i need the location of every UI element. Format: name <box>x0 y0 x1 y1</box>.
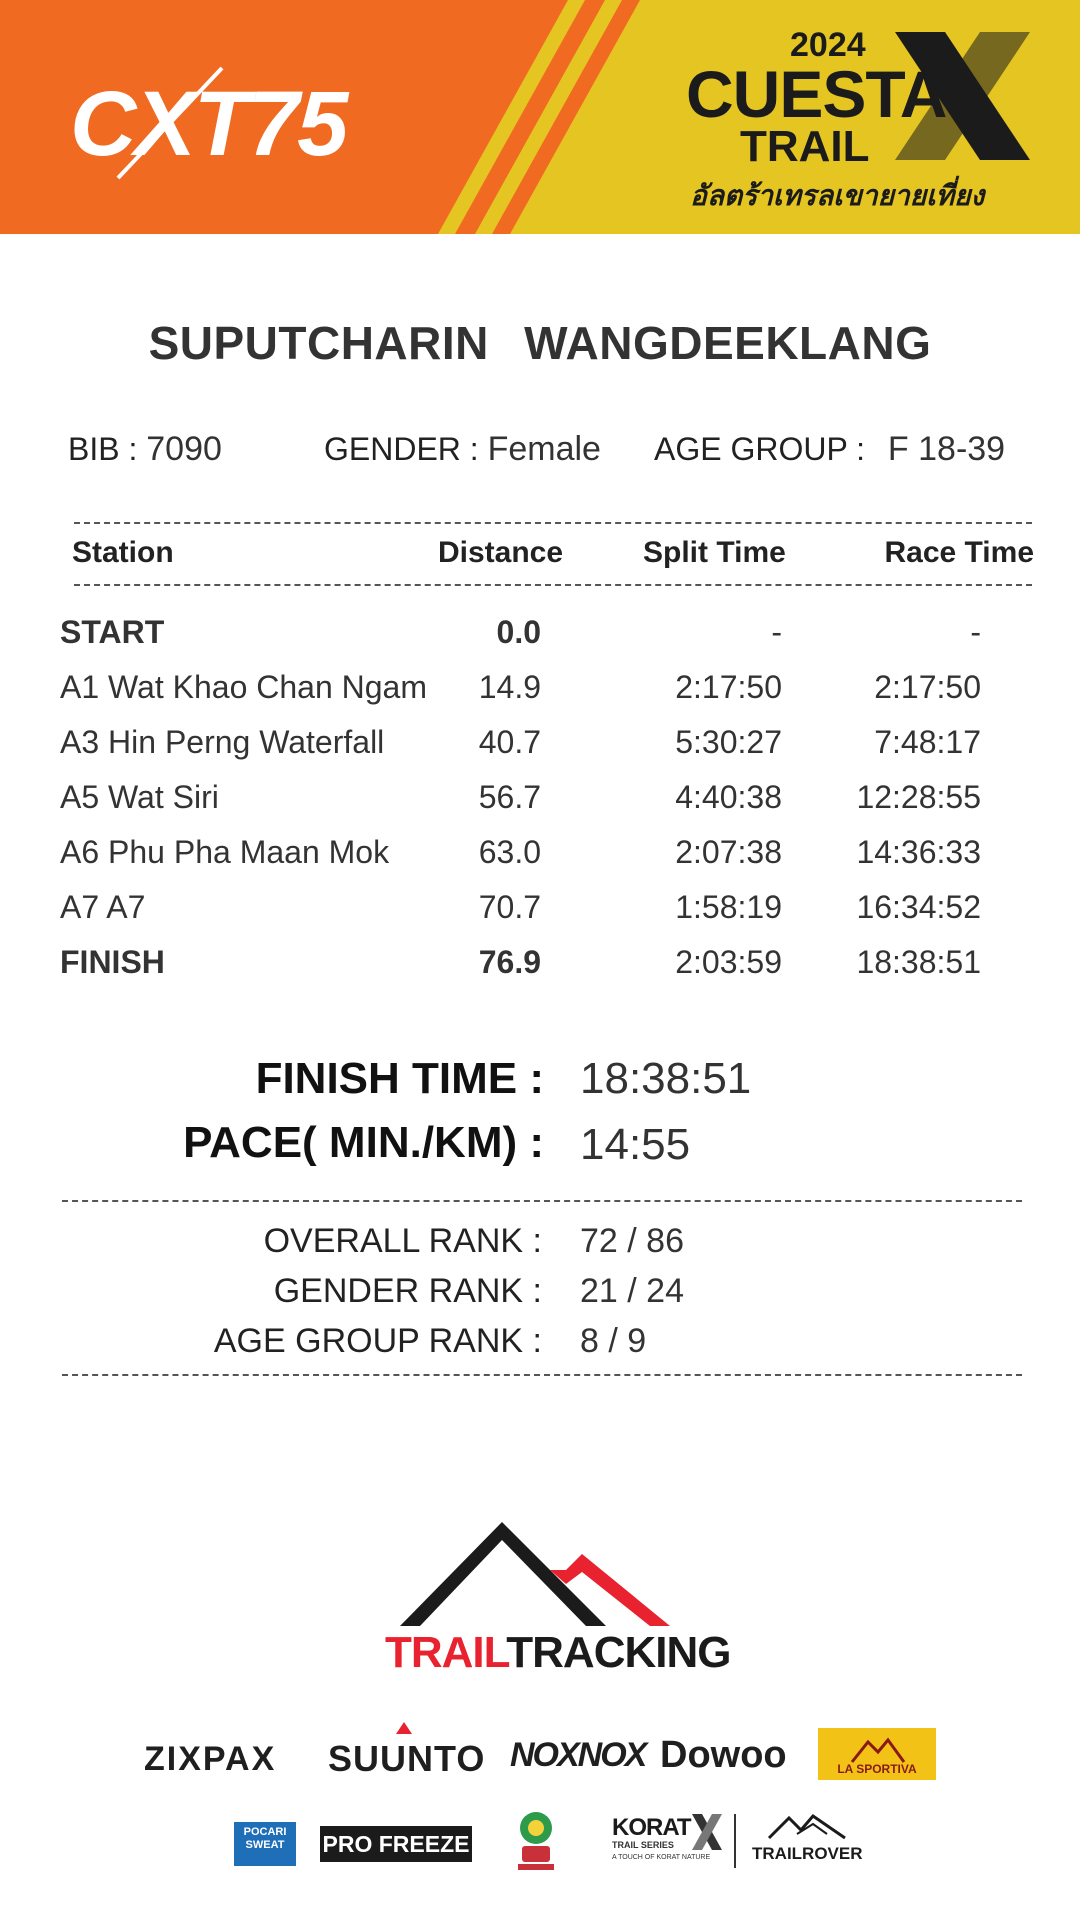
trailrover-mountain-icon <box>767 1812 847 1840</box>
age-group-value: F 18-39 <box>887 430 1006 468</box>
race-time: 18:38:51 <box>856 944 981 980</box>
gender-label: GENDER : <box>324 431 479 467</box>
table-row <box>0 944 1080 992</box>
suunto-triangle-icon <box>396 1722 412 1734</box>
split-time: 2:07:38 <box>675 834 782 870</box>
sponsor-trailrover-logo <box>752 1812 862 1870</box>
event-name-line2: TRAIL <box>740 122 870 171</box>
race-time: - <box>970 614 981 650</box>
table-row <box>0 669 1080 717</box>
col-header-race: Race Time <box>884 536 1034 569</box>
finish-time-value: 18:38:51 <box>580 1054 752 1103</box>
age-group-rank-label: AGE GROUP RANK : <box>213 1322 542 1360</box>
header-banner <box>0 0 1080 234</box>
brand-part-tracking: TRACKING <box>506 1628 731 1677</box>
pace-label: PACE( MIN./KM) : <box>183 1118 544 1167</box>
station-name: START <box>60 614 165 650</box>
age-group-rank-value: 8 / 9 <box>580 1322 647 1360</box>
split-time: - <box>771 614 782 650</box>
race-time: 7:48:17 <box>874 724 981 760</box>
station-distance: 70.7 <box>478 889 541 925</box>
event-year: 2024 <box>790 26 866 64</box>
race-time: 12:28:55 <box>856 779 981 815</box>
sponsor-divider <box>734 1814 736 1868</box>
station-distance: 14.9 <box>478 669 541 705</box>
rank-top-divider <box>62 1200 1022 1202</box>
sponsor-zixpax-logo: ZIXPAX <box>144 1740 277 1778</box>
race-time: 14:36:33 <box>856 834 981 870</box>
station-distance: 40.7 <box>478 724 541 760</box>
table-row <box>0 779 1080 827</box>
trailrover-text: TRAILROVER <box>752 1844 863 1863</box>
korat-text: KORAT <box>612 1814 691 1841</box>
gender-rank-label: GENDER RANK : <box>273 1272 542 1310</box>
table-row <box>0 614 1080 662</box>
station-name: A5 Wat Siri <box>60 779 219 815</box>
table-header-divider <box>74 584 1032 586</box>
bib-label: BIB : <box>68 431 138 467</box>
station-name: A7 A7 <box>60 889 146 925</box>
trailtracking-mountain-icon <box>400 1520 690 1630</box>
sponsor-korat-logo <box>612 1814 722 1870</box>
runner-last-name: WANGDEEKLANG <box>524 317 932 369</box>
split-time: 2:03:59 <box>675 944 782 980</box>
finish-time-label: FINISH TIME : <box>255 1054 544 1103</box>
gender-rank-value: 21 / 24 <box>580 1272 684 1310</box>
station-name: FINISH <box>60 944 165 980</box>
korat-series-text: TRAIL SERIES <box>612 1840 674 1850</box>
sponsor-suunto-logo <box>328 1738 485 1780</box>
overall-rank-label: OVERALL RANK : <box>263 1222 542 1260</box>
bib-number: 7090 <box>146 430 222 468</box>
station-distance: 0.0 <box>496 614 541 650</box>
korat-tagline-text: A TOUCH OF KORAT NATURE <box>612 1854 711 1861</box>
col-header-station: Station <box>72 536 174 569</box>
sponsor-lasportiva-logo <box>818 1728 936 1780</box>
bib-info <box>68 430 222 469</box>
race-logo: CXT75 <box>70 73 347 175</box>
korat-x-icon <box>692 1814 722 1850</box>
split-time: 1:58:19 <box>675 889 782 925</box>
race-time: 16:34:52 <box>856 889 981 925</box>
station-name: A3 Hin Perng Waterfall <box>60 724 385 760</box>
race-time: 2:17:50 <box>874 669 981 705</box>
runner-first-name: SUPUTCHARIN <box>148 317 489 369</box>
sponsor-dowoo-logo: Dowoo <box>660 1734 787 1776</box>
station-name: A1 Wat Khao Chan Ngam <box>60 669 427 705</box>
table-row <box>0 834 1080 882</box>
split-time: 5:30:27 <box>675 724 782 760</box>
event-name-line1: CUESTA <box>686 57 947 131</box>
table-top-divider <box>74 522 1032 524</box>
timing-brand-logo <box>385 1628 730 1678</box>
station-distance: 56.7 <box>478 779 541 815</box>
table-row <box>0 889 1080 937</box>
gender-value: Female <box>487 430 601 468</box>
sponsor-pocari-logo: POCARI SWEAT <box>234 1822 296 1866</box>
government-emblem-icon <box>508 1802 564 1874</box>
age-group-label: AGE GROUP : <box>654 431 866 467</box>
station-name: A6 Phu Pha Maan Mok <box>60 834 390 870</box>
sponsor-suunto-text: SUUNTO <box>328 1738 486 1779</box>
pace-value: 14:55 <box>580 1120 691 1169</box>
split-time: 4:40:38 <box>675 779 782 815</box>
sponsor-profreeze-logo: PRO FREEZE <box>320 1826 472 1862</box>
table-row <box>0 724 1080 772</box>
station-distance: 63.0 <box>478 834 541 870</box>
station-distance: 76.9 <box>478 944 541 980</box>
sponsor-noxnox-logo: NOXNOX <box>510 1736 646 1774</box>
split-time: 2:17:50 <box>675 669 782 705</box>
runner-name <box>0 316 1080 370</box>
brand-part-trail: TRAIL <box>385 1628 507 1677</box>
gender-info <box>324 430 601 469</box>
event-tagline: อัลตร้าเทรลเขายายเที่ยง <box>690 179 985 212</box>
lasportiva-text: LA SPORTIVA <box>837 1762 917 1776</box>
col-header-split: Split Time <box>643 536 786 569</box>
col-header-distance: Distance <box>438 536 564 569</box>
overall-rank-value: 72 / 86 <box>580 1222 684 1260</box>
rank-bottom-divider <box>62 1374 1022 1376</box>
age-group-info <box>654 430 1005 469</box>
